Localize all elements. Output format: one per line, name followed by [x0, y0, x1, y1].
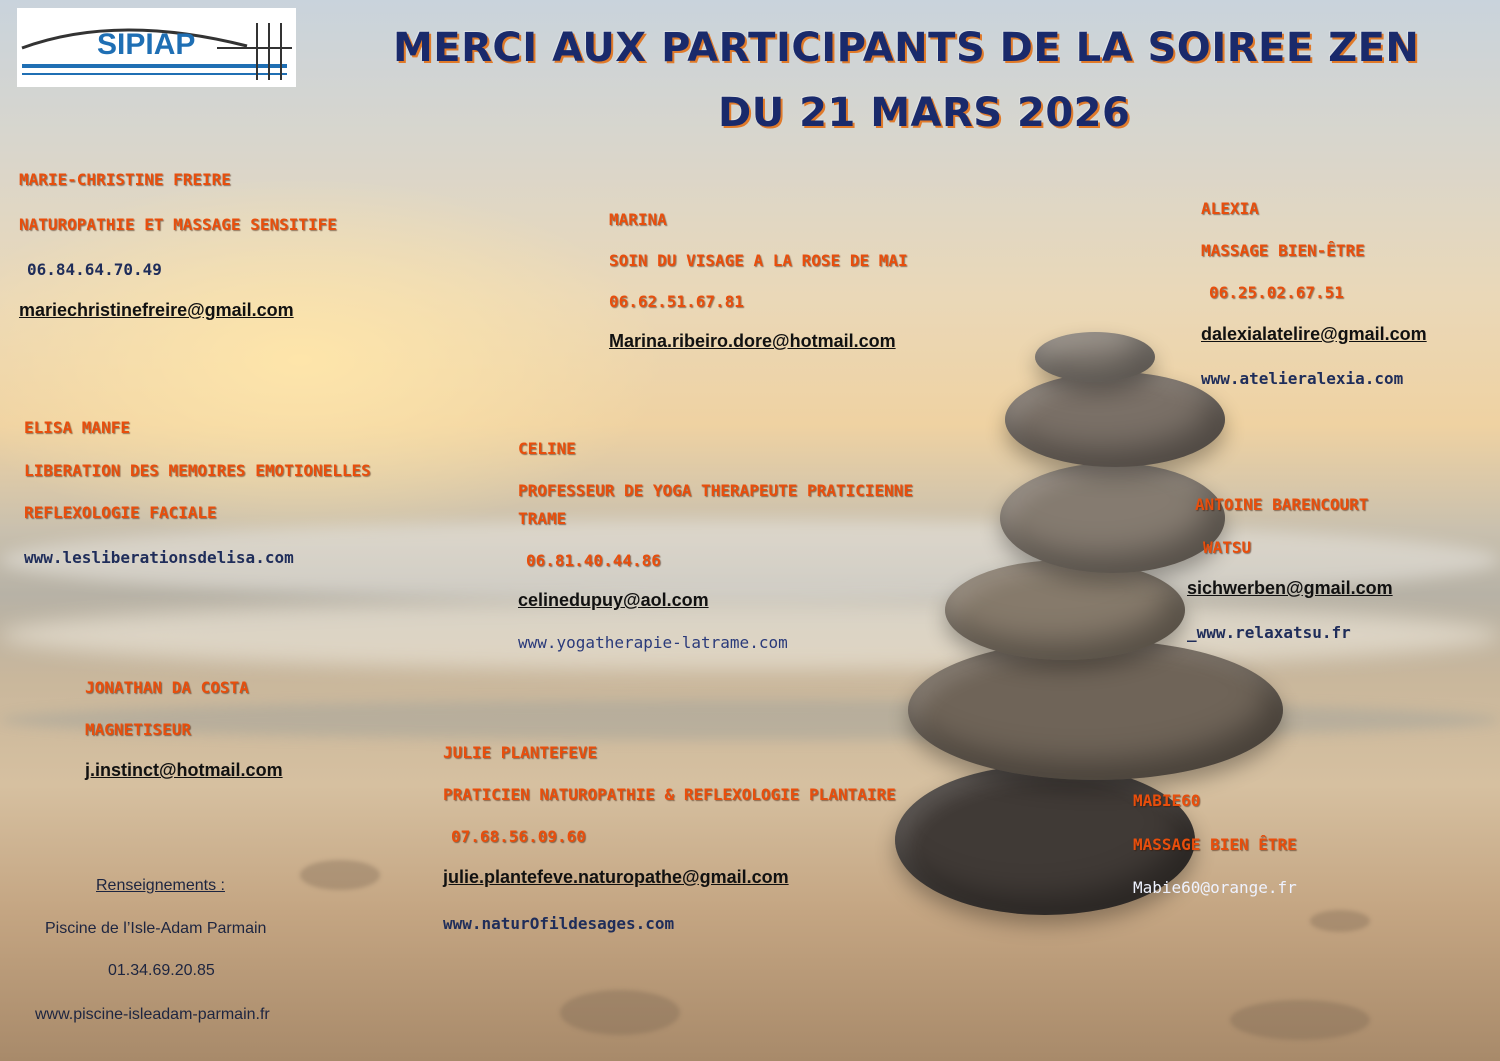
info-place: Piscine de l’Isle-Adam Parmain — [45, 920, 267, 937]
participant-email[interactable]: Marina.ribeiro.dore@hotmail.com — [609, 331, 896, 351]
participant-email[interactable]: julie.plantefeve.naturopathe@gmail.com — [443, 867, 789, 887]
sipiap-logo — [17, 8, 296, 87]
participant-website[interactable]: _www.relaxatsu.fr — [1187, 623, 1351, 642]
participant-name: CELINE — [518, 439, 576, 458]
stone — [1000, 463, 1225, 573]
participant-specialty: MASSAGE BIEN-ÊTRE — [1201, 241, 1365, 260]
participant-name: JONATHAN DA COSTA — [85, 678, 249, 697]
participant-specialty: REFLEXOLOGIE FACIALE — [24, 503, 217, 522]
participant-phone: 07.68.56.09.60 — [451, 827, 586, 846]
stone — [945, 560, 1185, 660]
sand-pebble — [560, 990, 680, 1035]
participant-email[interactable]: dalexialatelire@gmail.com — [1201, 324, 1427, 344]
info-website[interactable]: www.piscine-isleadam-parmain.fr — [35, 1006, 270, 1023]
participant-specialty: PROFESSEUR DE YOGA THERAPEUTE PRATICIENNE — [518, 481, 913, 500]
participant-specialty: LIBERATION DES MEMOIRES EMOTIONELLES — [24, 461, 371, 480]
stone — [1005, 372, 1225, 467]
participant-specialty: NATUROPATHIE ET MASSAGE SENSITIFE — [19, 215, 337, 234]
participant-name: JULIE PLANTEFEVE — [443, 743, 598, 762]
participant-name: ANTOINE BARENCOURT — [1195, 495, 1369, 514]
participant-email[interactable]: j.instinct@hotmail.com — [85, 760, 283, 780]
stone — [1035, 332, 1155, 382]
participant-phone: 06.62.51.67.81 — [609, 292, 744, 311]
participant-name: ELISA MANFE — [24, 418, 130, 437]
participant-specialty: TRAME — [518, 509, 567, 528]
participant-phone: 06.84.64.70.49 — [27, 260, 162, 279]
logo-text: SIPIAP — [97, 28, 196, 61]
participant-name: MARIE-CHRISTINE FREIRE — [19, 170, 231, 189]
page-title-line2: DU 21 MARS 2026 — [718, 90, 1131, 136]
stone — [908, 640, 1283, 780]
participant-specialty: WATSU — [1203, 538, 1252, 557]
participant-website[interactable]: www.naturOfildesages.com — [443, 914, 675, 933]
info-heading: Renseignements : — [96, 877, 225, 894]
participant-phone: 06.81.40.44.86 — [526, 551, 661, 570]
sand-pebble — [300, 860, 380, 890]
sand-pebble — [1310, 910, 1370, 932]
participant-phone: 06.25.02.67.51 — [1209, 283, 1344, 302]
participant-email[interactable]: Mabie60@orange.fr — [1133, 878, 1297, 897]
participant-website[interactable]: www.atelieralexia.com — [1201, 369, 1404, 388]
participant-website[interactable]: www.yogatherapie-latrame.com — [518, 633, 788, 652]
participant-name: MABIE60 — [1133, 791, 1201, 810]
participant-email[interactable]: celinedupuy@aol.com — [518, 590, 709, 610]
participant-specialty: SOIN DU VISAGE A LA ROSE DE MAI — [609, 251, 908, 270]
sand-pebble — [1230, 1000, 1370, 1040]
participant-name: ALEXIA — [1201, 199, 1259, 218]
participant-specialty: MASSAGE BIEN ÊTRE — [1133, 835, 1297, 854]
participant-specialty: MAGNETISEUR — [85, 720, 191, 739]
participant-specialty: PRATICIEN NATUROPATHIE & REFLEXOLOGIE PLANTAIRE — [443, 785, 896, 804]
participant-name: MARINA — [609, 210, 667, 229]
info-phone: 01.34.69.20.85 — [108, 962, 215, 979]
participant-website[interactable]: www.lesliberationsdelisa.com — [24, 548, 294, 567]
participant-email[interactable]: sichwerben@gmail.com — [1187, 578, 1393, 598]
page-title-line1: MERCI AUX PARTICIPANTS DE LA SOIREE ZEN — [393, 25, 1420, 71]
participant-email[interactable]: mariechristinefreire@gmail.com — [19, 300, 294, 320]
